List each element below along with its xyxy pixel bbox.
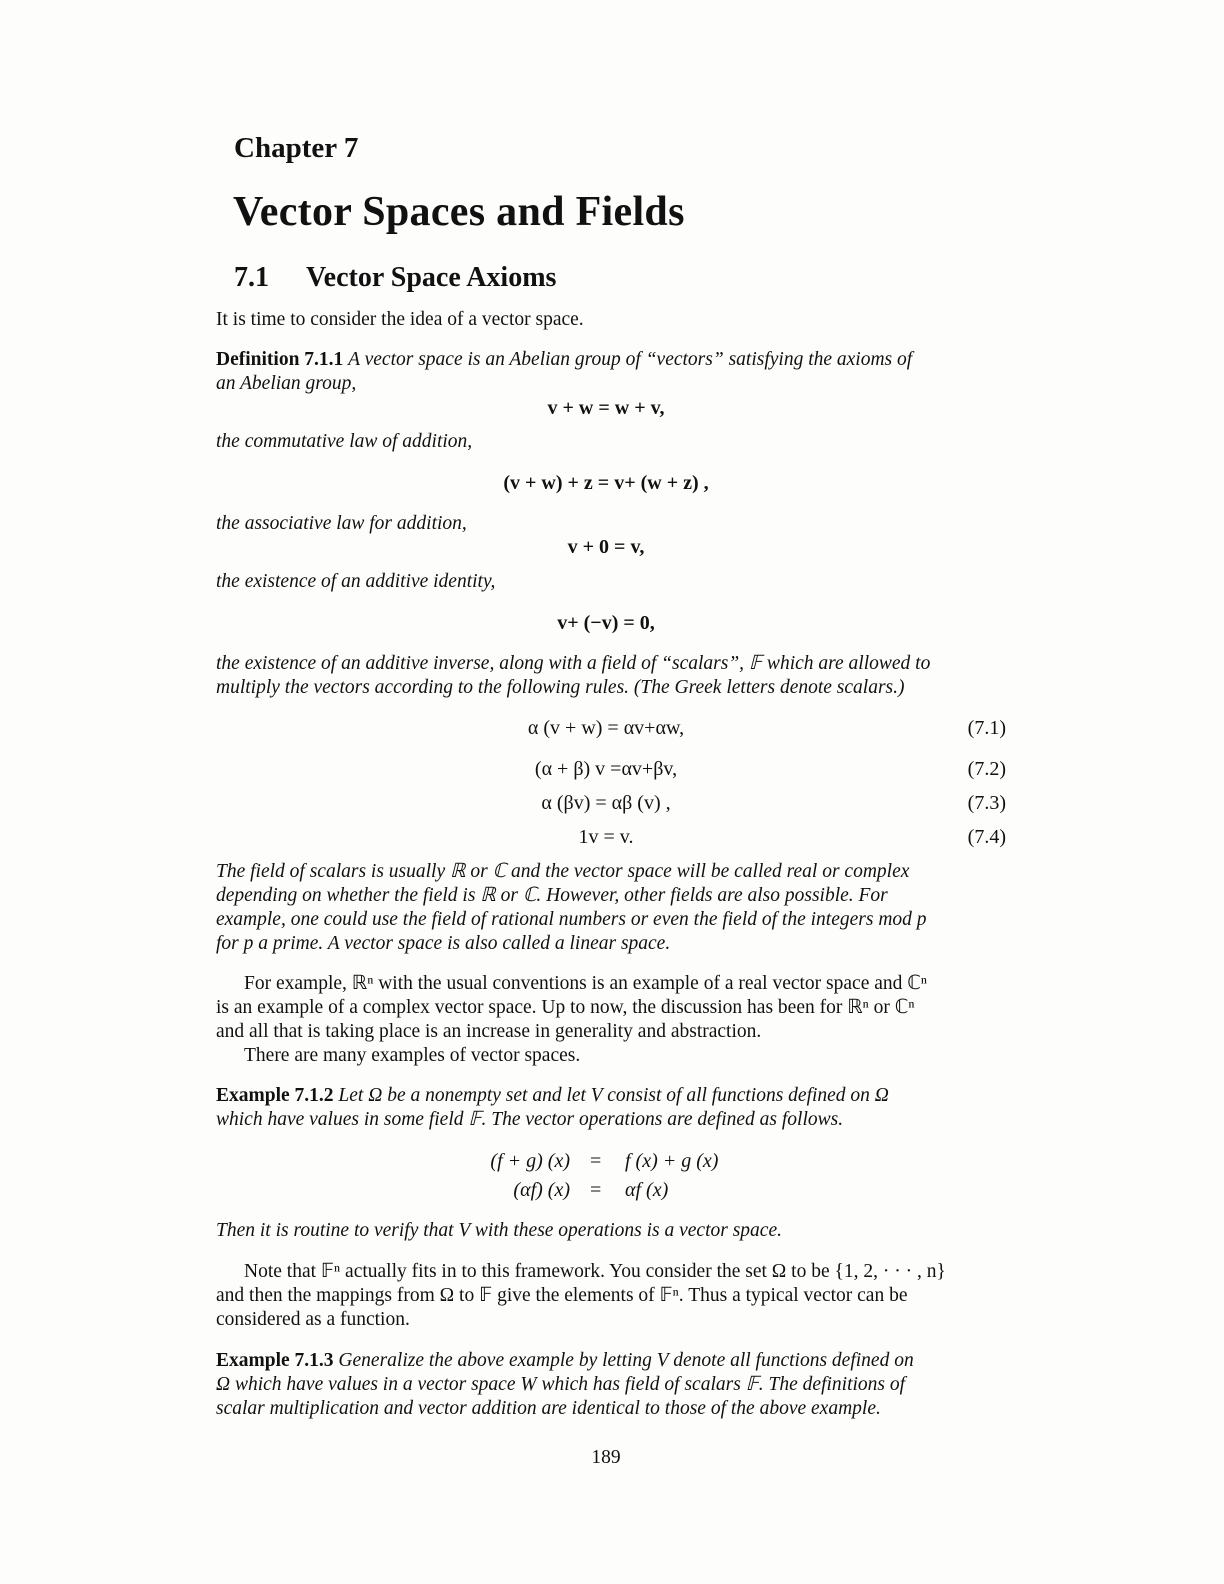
- examples-line-2: is an example of a complex vector space. Up to now, the discussion has been for ℝⁿ or ℂⁿ: [216, 997, 915, 1018]
- intro-paragraph: It is time to consider the idea of a vector space.: [216, 309, 584, 330]
- equation-7-1: α (v + w) = αv+αw,: [527, 717, 685, 739]
- inverse-caption: [216, 652, 1008, 700]
- page-number: 189: [591, 1447, 621, 1468]
- example-7-1-2-conclusion: Then it is routine to verify that V with these operations is a vector space.: [216, 1220, 782, 1241]
- note-line-1: Note that 𝔽ⁿ actually fits in to this framework. You consider the set Ω to be {1, 2, · · · , n}: [244, 1261, 946, 1282]
- note-paragraph: [216, 1260, 1008, 1332]
- equation-inverse: v+ (−v) = 0,: [557, 612, 655, 634]
- example-7-1-3-label: Example 7.1.3: [216, 1350, 334, 1371]
- chapter-title: Vector Spaces and Fields: [233, 189, 685, 235]
- example-7-1-2-label: Example 7.1.2: [216, 1085, 334, 1106]
- equation-sum-lhs: (f + g) (x): [490, 1150, 570, 1172]
- scalars-line-1: The field of scalars is usually ℝ or ℂ and the vector space will be called real or complex: [216, 861, 910, 882]
- equation-7-3: α (βv) = αβ (v) ,: [541, 792, 671, 814]
- example-7-1-3-line-1: Generalize the above example by letting V denote all functions defined on: [338, 1350, 914, 1371]
- section-heading: [234, 262, 556, 294]
- example-7-1-3: [216, 1349, 1008, 1421]
- equation-number-7-3: (7.3): [967, 792, 1006, 814]
- identity-caption: the existence of an additive identity,: [216, 571, 496, 592]
- equation-scalar-equals: =: [590, 1179, 602, 1201]
- section-number: 7.1: [234, 262, 269, 293]
- scalars-line-3: example, one could use the field of rational numbers or even the field of the integers mod p: [216, 909, 927, 930]
- example-7-1-2: [216, 1084, 1008, 1132]
- example-7-1-2-line-2: which have values in some field 𝔽. The vector operations are defined as follows.: [216, 1109, 844, 1130]
- scalars-paragraph: [216, 860, 1008, 956]
- examples-line-1: For example, ℝⁿ with the usual conventions is an example of a real vector space and ℂⁿ: [244, 973, 928, 994]
- equation-7-4: 1v = v.: [578, 826, 634, 848]
- section-title: Vector Space Axioms: [306, 262, 557, 293]
- examples-paragraph: [216, 972, 1008, 1068]
- chapter-label: Chapter 7: [234, 132, 359, 164]
- associative-caption: the associative law for addition,: [216, 513, 467, 534]
- equation-number-7-2: (7.2): [967, 758, 1006, 780]
- example-7-1-3-line-2: Ω which have values in a vector space W which has field of scalars 𝔽. The definitions of: [216, 1374, 906, 1395]
- equation-7-2: (α + β) v =αv+βv,: [534, 758, 678, 780]
- equation-sum-rhs: f (x) + g (x): [625, 1150, 719, 1172]
- scalars-line-4: for p a prime. A vector space is also called a linear space.: [216, 933, 671, 954]
- definition-line-1: A vector space is an Abelian group of “vectors” satisfying the axioms of: [348, 349, 913, 370]
- scalars-line-2: depending on whether the field is ℝ or ℂ. However, other fields are also possible. For: [216, 885, 888, 906]
- note-line-2: and then the mappings from Ω to 𝔽 give the elements of 𝔽ⁿ. Thus a typical vector can be: [216, 1285, 908, 1306]
- examples-line-3: and all that is taking place is an increase in generality and abstraction.: [216, 1021, 762, 1042]
- equation-associative: (v + w) + z = v+ (w + z) ,: [503, 472, 709, 494]
- definition-text: [216, 348, 1008, 396]
- equation-scalar-rhs: αf (x): [625, 1179, 669, 1201]
- inverse-caption-line-1: the existence of an additive inverse, along with a field of “scalars”, 𝔽 which are allowed to: [216, 653, 931, 674]
- inverse-caption-line-2: multiply the vectors according to the following rules. (The Greek letters denote scalars.): [216, 677, 905, 698]
- equation-number-7-1: (7.1): [967, 717, 1006, 739]
- note-line-3: considered as a function.: [216, 1309, 410, 1330]
- equation-scalar-lhs: (αf) (x): [513, 1179, 570, 1201]
- definition-label: Definition 7.1.1: [216, 349, 344, 370]
- equation-sum-equals: =: [590, 1150, 602, 1172]
- definition-line-2: an Abelian group,: [216, 373, 357, 394]
- many-examples-line: There are many examples of vector spaces.: [244, 1045, 581, 1066]
- example-7-1-3-line-3: scalar multiplication and vector addition are identical to those of the above example.: [216, 1398, 881, 1419]
- equation-commutative: v + w = w + v,: [547, 397, 665, 419]
- equation-number-7-4: (7.4): [967, 826, 1006, 848]
- commutative-caption: the commutative law of addition,: [216, 431, 473, 452]
- equation-identity: v + 0 = v,: [567, 536, 645, 558]
- example-7-1-2-line-1: Let Ω be a nonempty set and let V consist of all functions defined on Ω: [338, 1085, 889, 1106]
